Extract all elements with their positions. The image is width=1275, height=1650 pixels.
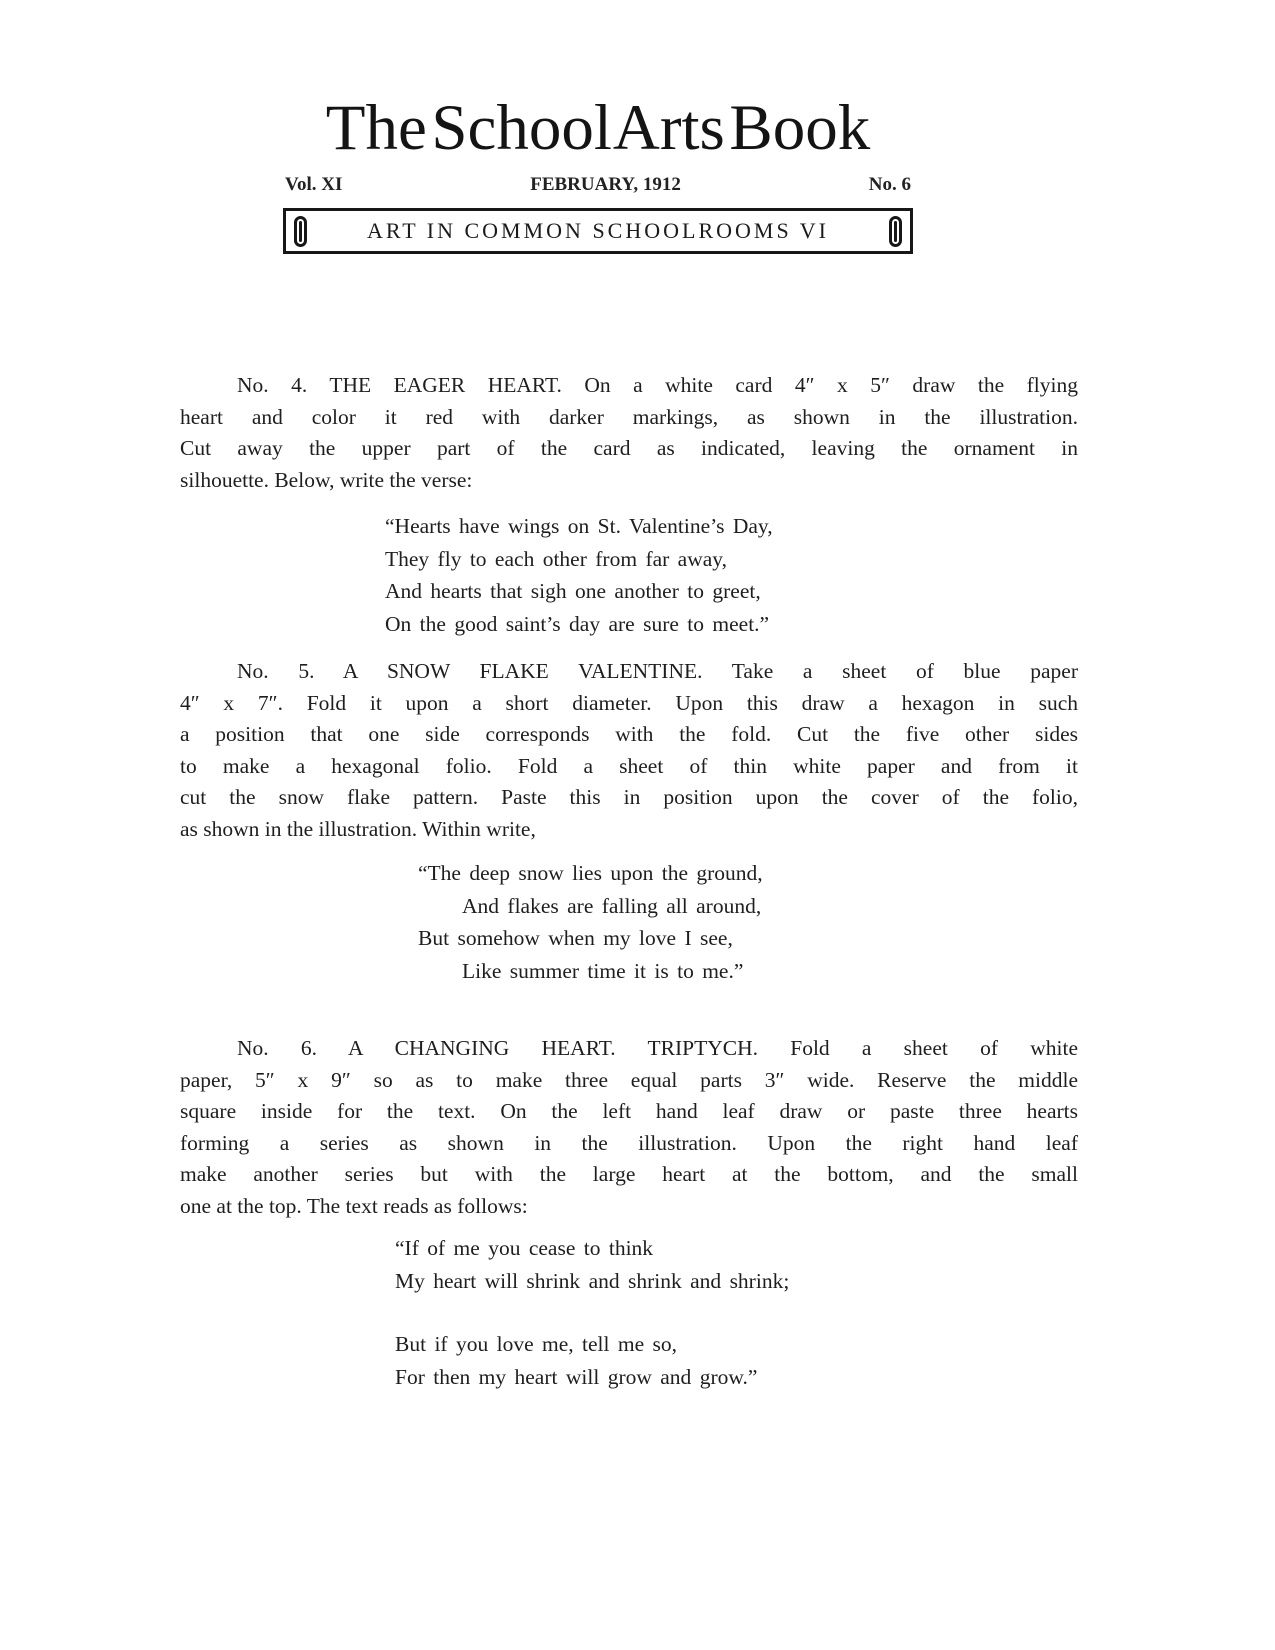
verse-line: On the good saint’s day are sure to meet.” bbox=[385, 611, 770, 636]
text-line: as shown in the illustration. Within write, bbox=[180, 816, 536, 841]
article-banner bbox=[283, 208, 913, 254]
masthead-row bbox=[283, 174, 913, 196]
banner-left-ornament-icon bbox=[294, 216, 307, 247]
verse-line: “The deep snow lies upon the ground, bbox=[418, 861, 763, 885]
text-line: paper, 5″ x 9″ so as to make three equal parts 3″ wide. Reserve the middle bbox=[180, 1067, 1078, 1092]
article-series-title: ART IN COMMON SCHOOLROOMS VI bbox=[366, 218, 830, 243]
text-line: No. 6. A CHANGING HEART. TRIPTYCH. Fold a sheet of white bbox=[237, 1036, 1078, 1060]
text-line: silhouette. Below, write the verse: bbox=[180, 467, 473, 492]
text-line: to make a hexagonal folio. Fold a sheet of thin white paper and from it bbox=[180, 753, 1078, 778]
issue-number: No. 6 bbox=[868, 174, 911, 195]
verse-line: They fly to each other from far away, bbox=[385, 546, 728, 571]
verse-line: And flakes are falling all around, bbox=[462, 893, 762, 918]
banner-right-ornament-icon bbox=[889, 216, 902, 247]
verse-line: “Hearts have wings on St. Valentine’s Day, bbox=[385, 514, 773, 538]
verse-no4 bbox=[385, 510, 1078, 640]
verse-line: But if you love me, tell me so, bbox=[395, 1332, 678, 1356]
verse-line: “If of me you cease to think bbox=[395, 1236, 654, 1260]
verse-no6 bbox=[395, 1232, 1078, 1393]
text-line: Cut away the upper part of the card as indicated, leaving the ornament in bbox=[180, 436, 1078, 460]
paragraph-no5 bbox=[180, 656, 1078, 845]
verse-line: But somehow when my love I see, bbox=[418, 926, 733, 950]
paragraph-no4 bbox=[180, 370, 1078, 496]
text-line: square inside for the text. On the left hand leaf draw or paste three hearts bbox=[180, 1099, 1078, 1123]
verse-stanza bbox=[395, 1328, 1078, 1393]
text-line: one at the top. The text reads as follows: bbox=[180, 1193, 528, 1218]
verse-line: And hearts that sigh one another to greet, bbox=[385, 579, 761, 603]
issue-date: FEBRUARY, 1912 bbox=[530, 174, 681, 195]
text-line: forming a series as shown in the illustration. Upon the right hand leaf bbox=[180, 1130, 1078, 1155]
text-line: 4″ x 7″. Fold it upon a short diameter. Upon this draw a hexagon in such bbox=[180, 690, 1078, 715]
text-line: heart and color it red with darker markings, as shown in the illustration. bbox=[180, 404, 1078, 429]
verse-line: Like summer time it is to me.” bbox=[462, 958, 744, 983]
scan-smudge-artifact bbox=[205, 1404, 1040, 1415]
publication-title: The School Arts Book bbox=[325, 92, 871, 164]
verse-line: For then my heart will grow and grow.” bbox=[395, 1364, 758, 1389]
verse-line: My heart will shrink and shrink and shrink; bbox=[395, 1268, 790, 1293]
verse-stanza bbox=[395, 1232, 1078, 1297]
text-line: No. 4. THE EAGER HEART. On a white card 4″ x 5″ draw the flying bbox=[237, 373, 1078, 397]
text-line: make another series but with the large heart at the bottom, and the small bbox=[180, 1162, 1078, 1186]
text-line: a position that one side corresponds with the fold. Cut the five other sides bbox=[180, 722, 1078, 746]
paragraph-no6 bbox=[180, 1033, 1078, 1222]
verse-no5 bbox=[418, 857, 1078, 987]
article-body bbox=[180, 370, 1078, 1393]
text-line: No. 5. A SNOW FLAKE VALENTINE. Take a sheet of blue paper bbox=[237, 659, 1078, 683]
volume-label: Vol. XI bbox=[285, 174, 343, 195]
text-line: cut the snow flake pattern. Paste this in position upon the cover of the folio, bbox=[180, 785, 1078, 809]
page-header bbox=[283, 92, 913, 254]
